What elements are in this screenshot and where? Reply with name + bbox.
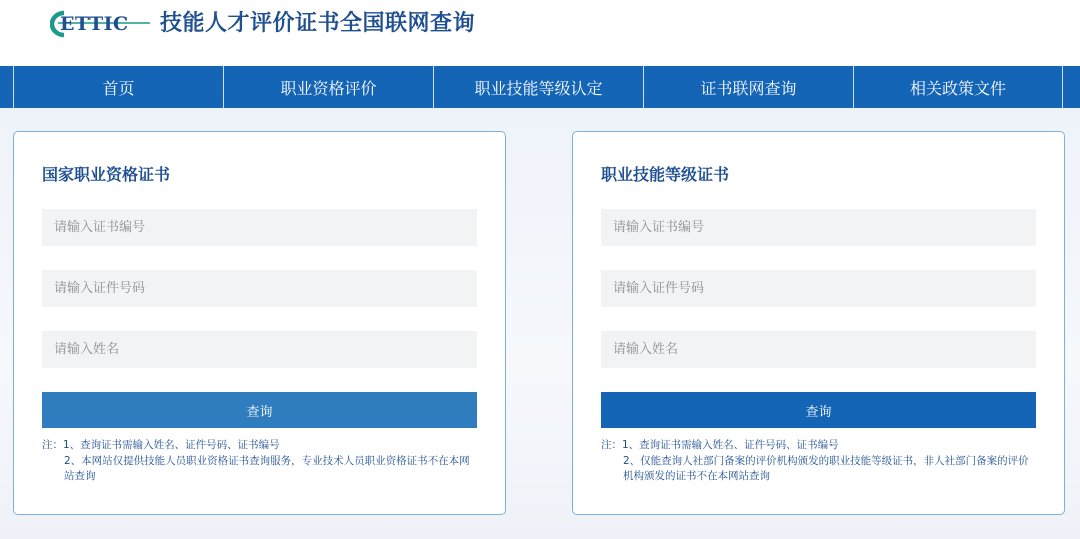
nav-qualification-evaluation[interactable]: 职业资格评价 — [223, 66, 433, 108]
skill-level-certificate-card — [572, 131, 1065, 515]
nav-home[interactable]: 首页 — [13, 66, 223, 108]
site-header — [0, 0, 1080, 66]
certificate-number-input[interactable] — [42, 209, 477, 246]
card-title: 国家职业资格证书 — [42, 165, 171, 184]
note-2: 2、本网站仅提供技能人员职业资格证书查询服务，专业技术人员职业资格证书不在本网 — [64, 454, 470, 467]
site-title: 技能人才评价证书全国联网查询 — [160, 11, 476, 36]
query-area — [0, 108, 1080, 539]
note-2-continued: 机构颁发的证书不在本网站查询 — [623, 470, 770, 482]
main-nav — [0, 66, 1080, 108]
nav-skill-level-certification[interactable]: 职业技能等级认定 — [433, 66, 643, 108]
id-number-input[interactable] — [42, 270, 477, 307]
note-2: 2、仅能查询人社部门备案的评价机构颁发的职业技能等级证书，非人社部门备案的评价 — [623, 454, 1029, 467]
name-input[interactable] — [601, 331, 1036, 368]
ettic-logo[interactable] — [50, 9, 154, 39]
nav-certificate-query[interactable]: 证书联网查询 — [643, 66, 853, 108]
note-prefix: 注： — [601, 439, 622, 451]
nav-policy-documents[interactable]: 相关政策文件 — [853, 66, 1063, 108]
query-button[interactable]: 查询 — [42, 392, 477, 428]
name-input[interactable] — [42, 331, 477, 368]
note-1: 1、查询证书需输入姓名、证件号码、证书编号 — [63, 439, 280, 451]
qualification-certificate-card — [13, 131, 506, 515]
logo-text: ETTIC — [60, 13, 129, 35]
note-1: 1、查询证书需输入姓名、证件号码、证书编号 — [622, 439, 839, 451]
note-prefix: 注： — [42, 439, 63, 451]
query-button[interactable]: 查询 — [601, 392, 1036, 428]
certificate-number-input[interactable] — [601, 209, 1036, 246]
card-title: 职业技能等级证书 — [601, 165, 730, 184]
notes — [42, 438, 487, 485]
id-number-input[interactable] — [601, 270, 1036, 307]
note-2-continued: 站查询 — [64, 470, 96, 482]
notes — [601, 438, 1046, 485]
